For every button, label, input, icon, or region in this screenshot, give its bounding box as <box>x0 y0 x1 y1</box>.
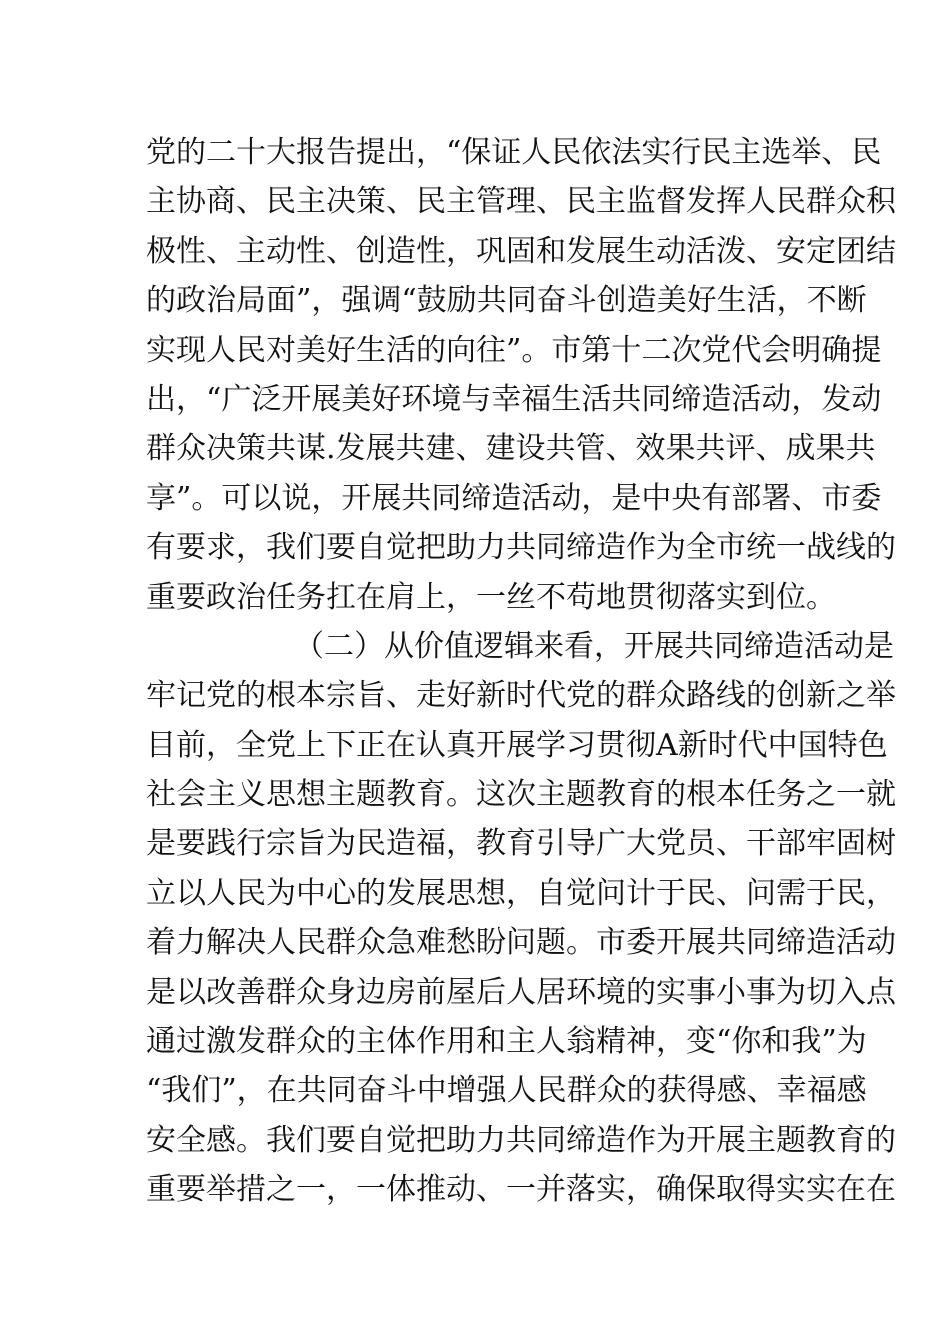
text-line: 出，“广泛开展美好环境与幸福生活共同缔造活动，发动 <box>146 381 882 417</box>
text-line: 主协商、民主决策、民主管理、民主监督发挥人民群众积 <box>146 184 896 220</box>
text-line: 群众决策共谋.发展共建、建设共管、效果共评、成果共 <box>146 431 876 467</box>
text-line: 有要求，我们要自觉把助力共同缔造作为全市统一战线的 <box>146 530 896 566</box>
text-line: 立以人民为中心的发展思想，自觉问计于民、问需于民， <box>146 875 896 911</box>
text-line: 是要践行宗旨为民造福，教育引导广大党员、干部牢固树 <box>146 826 896 862</box>
text-line: 的政治局面”，强调“鼓励共同奋斗创造美好生活，不断 <box>146 283 867 319</box>
body-text <box>146 128 896 1215</box>
text-line: 重要举措之一，一体推动、一并落实，确保取得实实在在 <box>146 1172 896 1208</box>
text-line: 安全感。我们要自觉把助力共同缔造作为开展主题教育的 <box>146 1122 896 1158</box>
text-line: 极性、主动性、创造性，巩固和发展生动活泼、安定团结 <box>146 233 896 269</box>
text-line: 社会主义思想主题教育。这次主题教育的根本任务之一就 <box>146 777 896 813</box>
text-line: 党的二十大报告提出，“保证人民依法实行民主选举、民 <box>146 135 882 170</box>
text-line: 实现人民对美好生活的向往”。市第十二次党代会明确提 <box>146 332 882 368</box>
text-line: 牢记党的根本宗旨、走好新时代党的群众路线的创新之举 <box>146 678 896 714</box>
text-line: 重要政治任务扛在肩上，一丝不苟地贯彻落实到位。 <box>146 579 836 615</box>
text-line: 享”。可以说，开展共同缔造活动，是中央有部署、市委 <box>146 480 882 516</box>
text-line: 是以改善群众身边房前屋后人居环境的实事小事为切入点 <box>146 974 896 1010</box>
section-heading: （二）从价值逻辑来看，开展共同缔造活动是 <box>294 628 894 664</box>
text-line: 通过激发群众的主体作用和主人翁精神，变“你和我”为 <box>146 1024 867 1060</box>
text-line: 目前，全党上下正在认真开展学习贯彻A新时代中国特色 <box>146 727 888 763</box>
text-line: 着力解决人民群众急难愁盼问题。市委开展共同缔造活动 <box>146 925 896 961</box>
text-line: “我们”，在共同奋斗中增强人民群众的获得感、幸福感 <box>146 1073 867 1109</box>
